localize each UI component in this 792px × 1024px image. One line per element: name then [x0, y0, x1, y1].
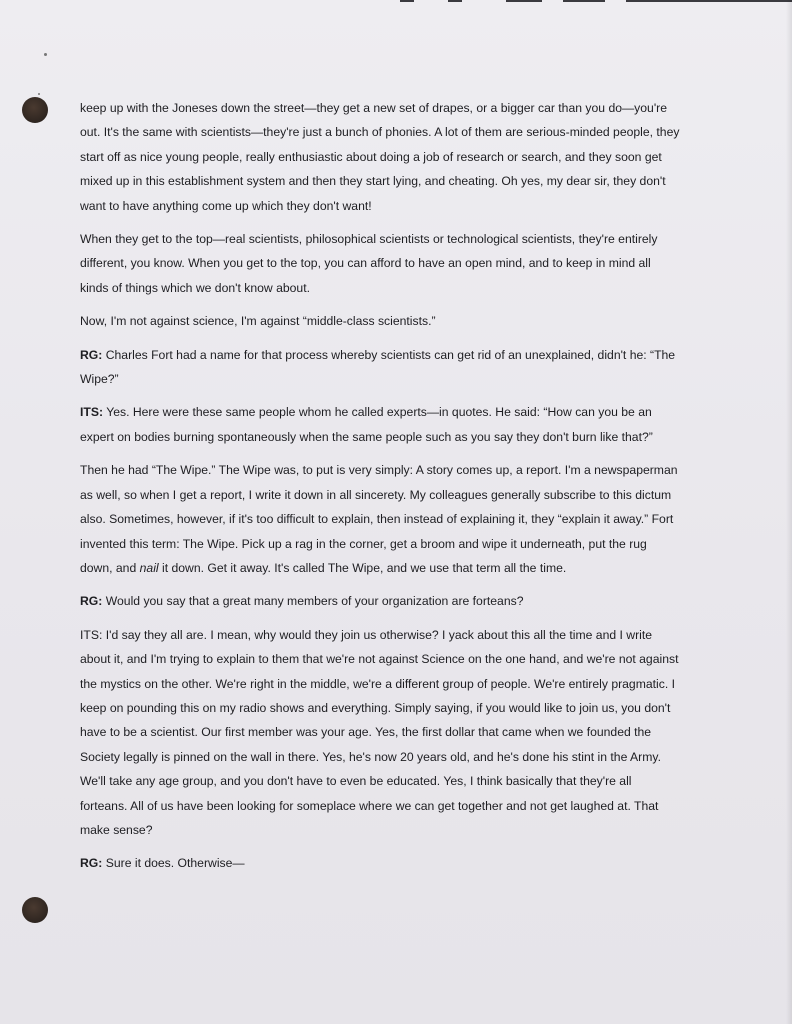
top-edge-mark [506, 0, 542, 2]
paragraph [80, 400, 680, 449]
punch-hole-top [22, 97, 48, 123]
paragraph-text: Now, I'm not against science, I'm against “middle-class scientists.” [80, 314, 436, 329]
top-edge-mark [400, 0, 414, 2]
paragraph-text: Yes. Here were these same people whom he called experts—in quotes. He said: “How can you be an expert on bodies burning spontaneously when the same people such as you say they don't burn like that?” [80, 405, 653, 444]
speaker-label: ITS: [80, 405, 104, 420]
paper-speck [38, 93, 40, 95]
paragraph-text: it down. Get it away. It's called The Wipe, and we use that term all the time. [158, 560, 567, 575]
paragraph-text: Charles Fort had a name for that process whereby scientists can get rid of an unexplained, didn't he: “The Wipe?” [80, 347, 676, 387]
paragraph-text: ITS: I'd say they all are. I mean, why would they join us otherwise? I yack about this all the time and I write about it, and I'm trying to explain to them that we're not against Science on the one hand, and we're not against the mystics on the other. We're right in the middle, we're a different group of people. We're entirely pragmatic. I keep on pounding this on my radio shows and everything. Simply saying, if you would like to join us, you don't have to be a scientist. Our first member was your age. Yes, the first dollar that came when we founded the Society legally is pinned on the wall in there. Yes, he's now 20 years old, and he's done his stint in the Army. We'll take any age group, and you don't have to even be educated. Yes, I think basically that they're all forteans. All of us have been looking for someplace where we can get together and not get laughed at. That make sense? [80, 627, 679, 837]
paragraph [80, 851, 680, 875]
speaker-label: RG: [80, 347, 103, 362]
paper-speck [44, 53, 47, 56]
paragraph [80, 343, 680, 392]
paragraph-text: Would you say that a great many members of your organization are forteans? [102, 594, 524, 609]
emphasis-text: nail [139, 560, 159, 575]
speaker-label: RG: [80, 594, 103, 609]
page-edge-shadow [786, 0, 792, 1024]
paragraph [80, 227, 680, 300]
paragraph [80, 623, 680, 843]
top-edge-mark [563, 0, 605, 2]
paragraph-text: When they get to the top—real scientists, philosophical scientists or technological scientists, they're entirely different, you know. When you get to the top, you can afford to have an open mind, and to keep in mind all kinds of things which we don't know about. [80, 232, 658, 295]
paragraph-text: keep up with the Joneses down the street—they get a new set of drapes, or a bigger car than you do—you're out. It's the same with scientists—they're just a bunch of phonies. A lot of them are serious-minded people, they start off as nice young people, really enthusiastic about doing a job of research or search, and they soon get mixed up in this establishment system and then they start lying, and cheating. Oh yes, my dear sir, they don't want to have anything come up which they don't want! [80, 101, 680, 213]
paragraph [80, 458, 680, 580]
top-edge-mark [626, 0, 792, 2]
speaker-label: RG: [80, 856, 103, 871]
paragraph [80, 96, 680, 218]
paragraph [80, 589, 680, 613]
paragraph-text: Then he had “The Wipe.” The Wipe was, to put is very simply: A story comes up, a report. I'm a newspaperman as well, so when I get a report, I write it down in all sincerety. My colleagues generally subscribe to this dictum also. Sometimes, however, if it's too difficult to explain, then instead of explaining it, they “explain it away.” Fort invented this term: The Wipe. Pick up a rag in the corner, get a broom and wipe it underneath, put the rug down, and [80, 463, 678, 575]
top-edge-mark [448, 0, 462, 2]
paragraph-text: Sure it does. Otherwise— [102, 856, 245, 871]
paragraph [80, 309, 680, 333]
punch-hole-bottom [22, 897, 48, 923]
transcript-body [80, 96, 680, 885]
